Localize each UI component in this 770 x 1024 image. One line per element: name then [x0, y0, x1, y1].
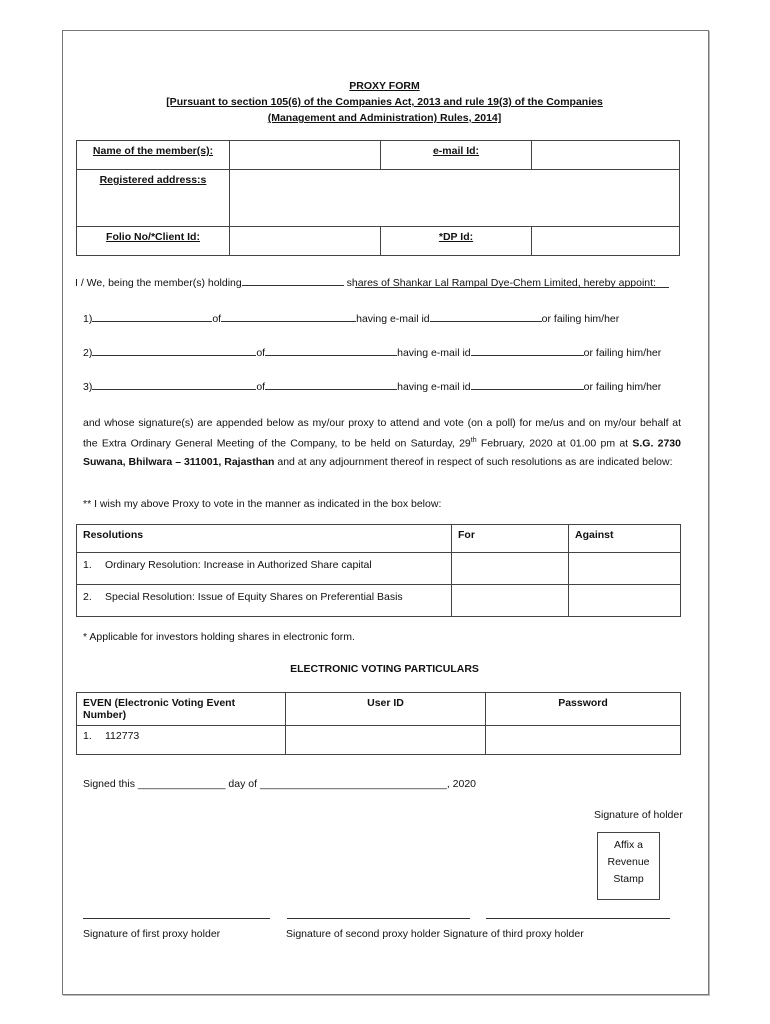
dp-field[interactable] — [532, 227, 680, 256]
resolutions-header: Resolutions — [77, 525, 452, 553]
folio-label: Folio No/*Client Id: — [77, 227, 230, 256]
address-label: Registered address:s — [77, 170, 230, 227]
appointee-failing: or failing him/her — [583, 347, 662, 359]
stamp-line-2: Revenue — [607, 856, 650, 868]
dp-label: *DP Id: — [381, 227, 532, 256]
first-proxy-signature-line[interactable] — [83, 910, 270, 919]
holding-prefix: I / We, being the member(s) holding — [75, 277, 242, 289]
stamp-line-3: Stamp — [613, 873, 644, 885]
appointee-email-blank[interactable] — [471, 379, 584, 390]
signed-day-of: day of — [228, 778, 258, 790]
evoting-title: ELECTRONIC VOTING PARTICULARS — [290, 663, 479, 675]
vote-for-cell[interactable] — [452, 553, 569, 585]
address-field[interactable] — [230, 170, 680, 227]
appointee-email-label: having e-mail id — [397, 381, 471, 393]
electronic-form-note: * Applicable for investors holding shares in electronic form. — [83, 631, 355, 643]
email-label: e-mail Id: — [381, 141, 532, 170]
second-proxy-label: Signature of second proxy holder — [286, 928, 441, 940]
shares-blank[interactable] — [242, 275, 344, 286]
password-header: Password — [486, 693, 681, 726]
member-details-table — [76, 140, 680, 256]
signed-year: , 2020 — [446, 778, 477, 790]
name-field[interactable] — [230, 141, 381, 170]
second-proxy-signature-line[interactable] — [287, 910, 470, 919]
appointee-name-blank[interactable] — [92, 379, 256, 390]
signed-day-blank[interactable]: _______________ — [137, 778, 226, 790]
vote-for-cell[interactable] — [452, 585, 569, 617]
resolution-cell — [77, 585, 452, 617]
appointee-email-blank[interactable] — [471, 345, 584, 356]
appointee-number: 3) — [83, 381, 93, 393]
appointee-line-2 — [83, 345, 661, 359]
resolution-row — [77, 553, 681, 585]
first-proxy-label: Signature of first proxy holder — [83, 928, 221, 940]
holding-underline — [355, 287, 669, 288]
form-subtitle-line2: (Management and Administration) Rules, 2014] — [267, 112, 502, 124]
appointee-email-blank[interactable] — [430, 311, 542, 322]
appointee-address-blank[interactable] — [221, 311, 356, 322]
appointee-number: 1) — [83, 313, 93, 325]
second-third-proxy-labels — [286, 928, 584, 940]
appointee-email-label: having e-mail id — [397, 347, 471, 359]
name-label: Name of the member(s): — [77, 141, 230, 170]
paragraph-text-2: February, 2020 at 01.00 pm at — [476, 437, 633, 450]
appointee-of: of — [256, 381, 266, 393]
vote-against-cell[interactable] — [569, 585, 681, 617]
form-subtitle-line1: [Pursuant to section 105(6) of the Companies Act, 2013 and rule 19(3) of the Companies — [166, 96, 603, 108]
paragraph-superscript: th — [470, 437, 477, 444]
signature-of-holder-label: Signature of holder — [594, 809, 683, 821]
proxy-wish-note: ** I wish my above Proxy to vote in the manner as indicated in the box below: — [83, 498, 442, 510]
appointee-name-blank[interactable] — [92, 345, 256, 356]
holding-suffix: shares of Shankar Lal Rampal Dye-Chem Limited, hereby appoint: — [346, 277, 656, 289]
even-cell — [77, 726, 286, 755]
appointee-of: of — [212, 313, 222, 325]
even-header: EVEN (Electronic Voting Event Number) — [77, 693, 286, 726]
form-title: PROXY FORM — [349, 80, 420, 92]
resolution-text: Special Resolution: Issue of Equity Shares on Preferential Basis — [105, 591, 403, 603]
for-header: For — [452, 525, 569, 553]
resolution-cell — [77, 553, 452, 585]
appointee-of: of — [256, 347, 266, 359]
signed-month-blank[interactable]: ________________________________ — [259, 778, 447, 790]
paragraph-text-1: and whose signature(s) are appended below as my/our proxy to attend and vote (on a poll) for me/us and on my/our behalf at the Extra Ordinary General Meeting of the Company, to be held on Saturday, 29 — [83, 417, 681, 450]
against-header: Against — [569, 525, 681, 553]
user-id-header: User ID — [286, 693, 486, 726]
email-field[interactable] — [532, 141, 680, 170]
appointee-email-label: having e-mail id — [356, 313, 430, 325]
third-proxy-signature-line[interactable] — [486, 910, 670, 919]
even-row-number: 1. — [83, 730, 92, 742]
resolution-number: 1. — [83, 559, 92, 571]
resolution-text: Ordinary Resolution: Increase in Authorized Share capital — [105, 559, 372, 571]
user-id-cell[interactable] — [286, 726, 486, 755]
evoting-table — [76, 692, 681, 755]
appointee-line-3 — [83, 379, 661, 393]
password-cell[interactable] — [486, 726, 681, 755]
resolution-number: 2. — [83, 591, 92, 603]
signed-prefix: Signed this — [83, 778, 135, 790]
revenue-stamp-box — [597, 832, 660, 900]
appointee-line-1 — [83, 311, 619, 325]
meeting-paragraph — [83, 414, 681, 471]
appointee-failing: or failing him/her — [541, 313, 620, 325]
stamp-line-1: Affix a — [614, 839, 643, 851]
meeting-venue: S.G. 2730 Suwana, Bhilwara – 311001, Rajasthan — [83, 437, 681, 468]
appointee-name-blank[interactable] — [92, 311, 212, 322]
vote-against-cell[interactable] — [569, 553, 681, 585]
paragraph-text-3: and at any adjournment thereof in respect of such resolutions as are indicated below: — [274, 455, 673, 468]
appointee-address-blank[interactable] — [265, 379, 397, 390]
resolution-row — [77, 585, 681, 617]
resolutions-table — [76, 524, 681, 617]
signed-line — [83, 778, 476, 790]
folio-field[interactable] — [230, 227, 381, 256]
appointee-number: 2) — [83, 347, 93, 359]
third-proxy-label: Signature of third proxy holder — [443, 928, 584, 940]
appointee-address-blank[interactable] — [265, 345, 397, 356]
even-value: 112773 — [105, 730, 140, 742]
appointee-failing: or failing him/her — [583, 381, 662, 393]
